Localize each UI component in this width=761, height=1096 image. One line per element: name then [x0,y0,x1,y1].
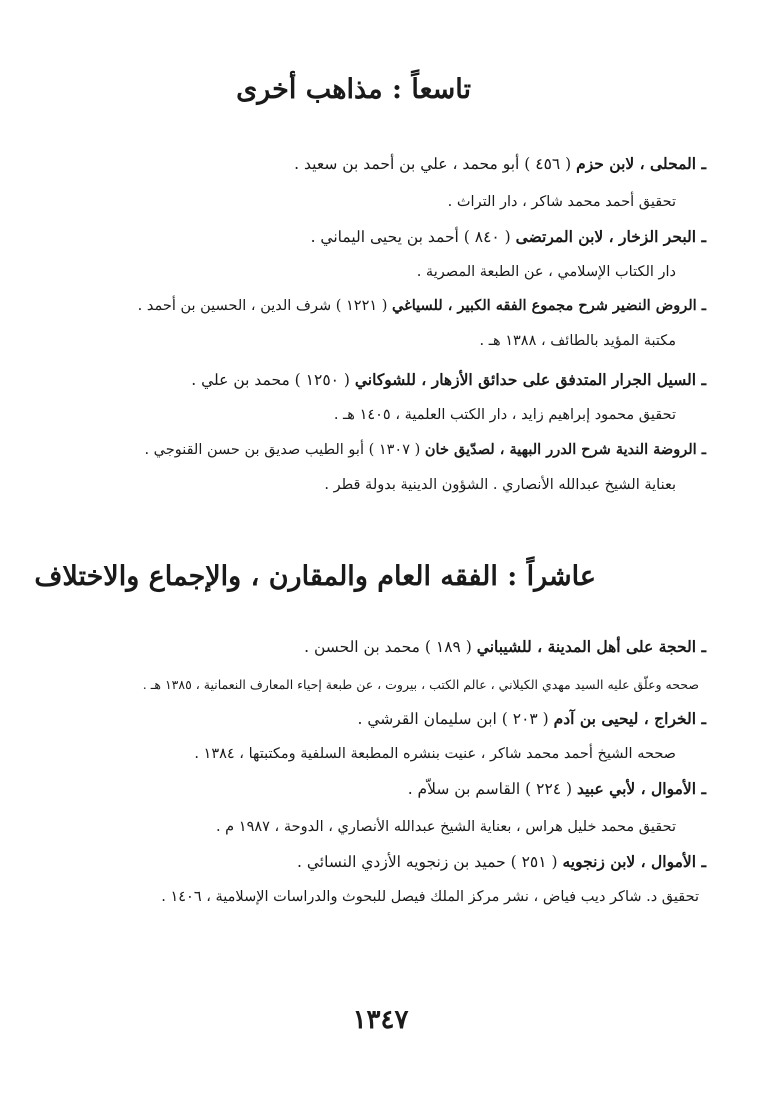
list-item [311,227,706,247]
entry-dash: ـ [696,154,706,173]
entry-dash: ـ [696,779,706,798]
list-item [304,637,706,657]
entry-title: الحجة على أهل المدينة ، للشيباني [476,637,697,656]
entry-author: ( ٨٤٠ ) أحمد بن يحيى اليماني . [310,228,516,246]
list-item [294,154,706,174]
entry-detail: تحقيق د. شاكر ديب فياض ، نشر مركز الملك فيصل للبحوث والدراسات الإسلامية ، ١٤٠٦ . [161,889,699,905]
section-heading-comparative-fiqh: عاشراً : الفقه العام والمقارن ، والإجماع والاختلاف [34,561,596,592]
entry-dash: ـ [696,441,706,458]
entry-author: ( ٢٠٣ ) ابن سليمان القرشي . [357,710,554,728]
entry-author: ( ١٢٢١ ) شرف الدين ، الحسين بن أحمد . [137,298,393,314]
entry-dash: ـ [696,370,706,389]
entry-author: ( ١٢٥٠ ) محمد بن علي . [191,371,355,389]
list-item [297,852,706,872]
list-item [144,440,706,460]
entry-title: الخراج ، ليحيى بن آدم [553,709,697,728]
entry-title: المحلى ، لابن حزم [576,154,697,173]
entry-detail: تحقيق محمد خليل هراس ، بعناية الشيخ عبدالله الأنصاري ، الدوحة ، ١٩٨٧ م . [215,819,676,835]
entry-dash: ـ [696,709,706,728]
entry-author: ( ١٣٠٧ ) أبو الطيب صديق بن حسن القنوجي . [144,442,425,458]
entry-dash: ـ [696,852,706,871]
entry-title: البحر الزخار ، لابن المرتضى [515,227,697,246]
entry-detail: تحقيق محمود إبراهيم زايد ، دار الكتب العلمية ، ١٤٠٥ هـ . [333,407,676,423]
list-item [408,779,706,799]
entry-title: الروضة الندية شرح الدرر البهية ، لصدّيق خان [424,441,697,458]
section-heading-other-schools: تاسعاً : مذاهب أخرى [236,74,471,105]
list-item [191,370,706,390]
entry-author: ( ٢٢٤ ) القاسم بن سلاّم . [407,780,578,798]
page-number: ١٣٤٧ [352,1005,409,1035]
entry-title: الروض النضير شرح مجموع الفقه الكبير ، للسياغي [392,297,697,314]
entry-title: السيل الجرار المتدفق على حدائق الأزهار ، للشوكاني [354,370,697,389]
entry-title: الأموال ، لابن زنجويه [562,852,697,871]
entry-detail: صححه الشيخ أحمد محمد شاكر ، عنيت بنشره المطبعة السلفية ومكتبتها ، ١٣٨٤ . [194,746,676,762]
list-item [138,296,706,316]
entry-author: ( ٤٥٦ ) أبو محمد ، علي بن أحمد بن سعيد . [294,155,577,173]
entry-dash: ـ [696,227,706,246]
entry-detail: صححه وعلّق عليه السيد مهدي الكيلاني ، عالم الكتب ، بيروت ، عن طبعة إحياء المعارف النعمانية ، ١٣٨٥ هـ . [142,677,699,692]
list-item [358,709,706,729]
entry-title: الأموال ، لأبي عبيد [577,779,697,798]
entry-detail: دار الكتاب الإسلامي ، عن الطبعة المصرية . [416,264,676,280]
entry-detail: بعناية الشيخ عبدالله الأنصاري . الشؤون الدينية بدولة قطر . [324,477,676,493]
entry-author: ( ١٨٩ ) محمد بن الحسن . [304,638,477,656]
entry-dash: ـ [696,297,706,314]
entry-dash: ـ [696,637,706,656]
entry-detail: تحقيق أحمد محمد شاكر ، دار التراث . [447,194,676,210]
entry-detail: مكتبة المؤيد بالطائف ، ١٣٨٨ هـ . [479,333,676,349]
entry-author: ( ٢٥١ ) حميد بن زنجويه الأزدي النسائي . [297,853,563,871]
